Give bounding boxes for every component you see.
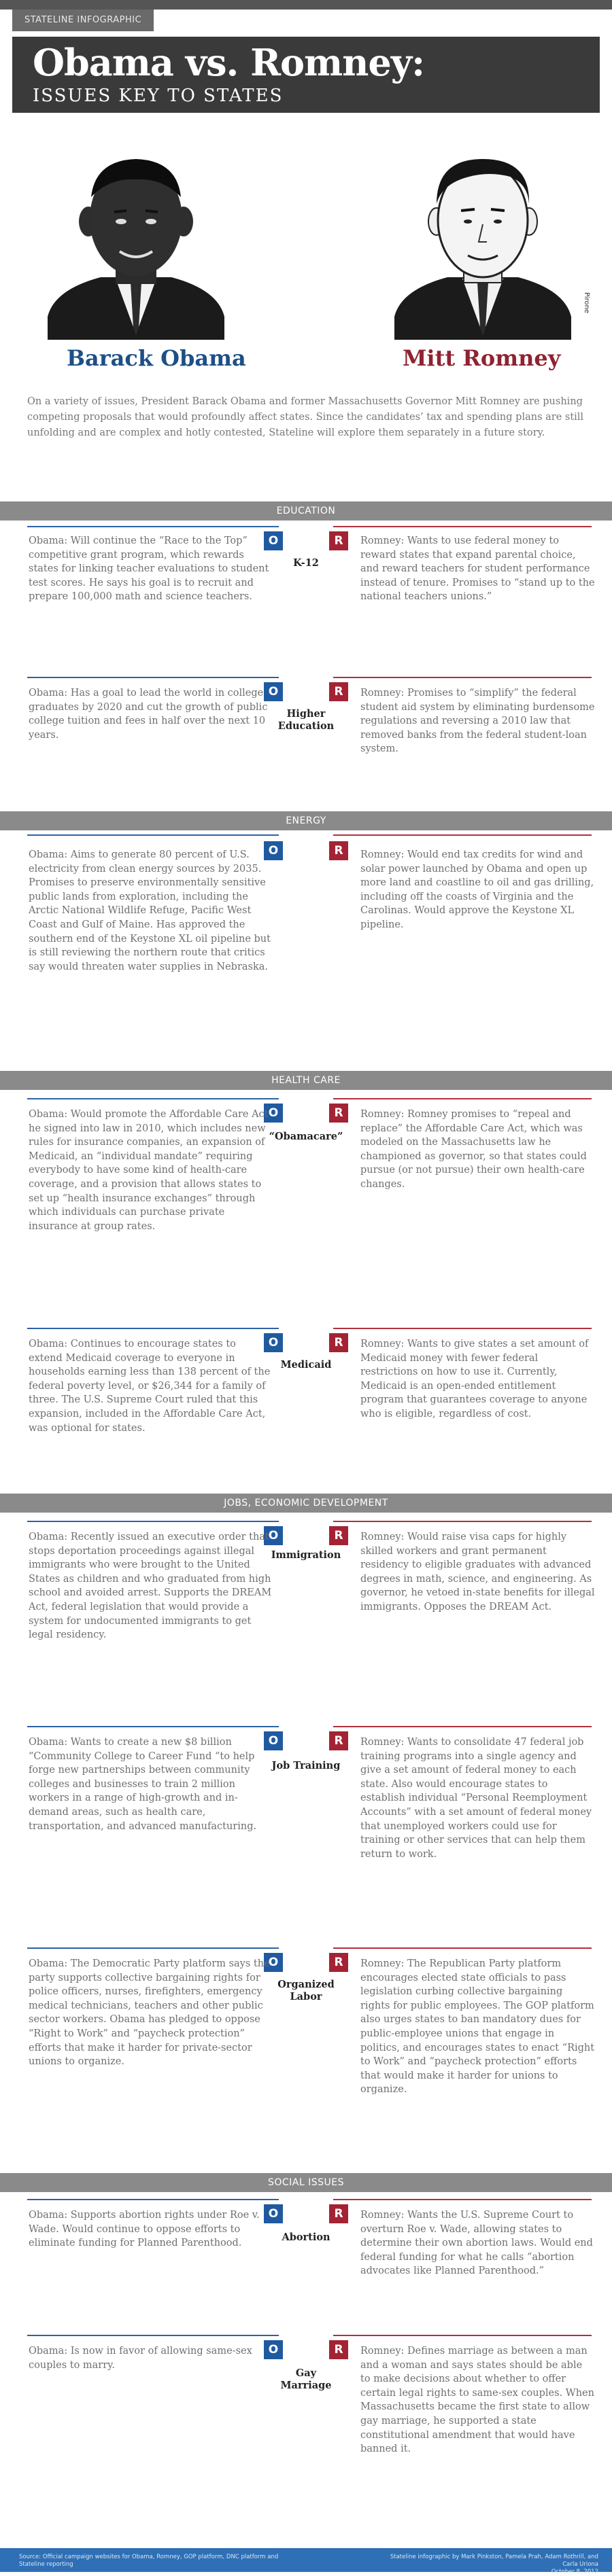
romney-rule (333, 1098, 592, 1099)
obama-badge: O (264, 531, 283, 550)
obama-rule (27, 834, 279, 836)
footer-source: Source: Official campaign websites for Obama, Romney, GOP platform, DNC platform and Stateline reporting (19, 2554, 279, 2568)
obama-rule (27, 1947, 279, 1949)
top-rule (0, 0, 612, 10)
title-box (12, 37, 600, 113)
page-subtitle: ISSUES KEY TO STATES (33, 86, 284, 106)
romney-badge: R (329, 1333, 348, 1352)
issue-label-immigration: Immigration (271, 1549, 341, 1561)
obama-rule (27, 2199, 279, 2200)
romney-immigration-text: Romney: Would raise visa caps for highly skilled workers and grant permanent residency to eligible graduates with advanced degrees in math, science, and engineering. As governor, he vetoed in-state benefits for illegal immigrants. Opposes the DREAM Act. (360, 1532, 595, 1612)
obama-badge: O (264, 841, 283, 860)
header (0, 0, 612, 116)
issue-label-k12: K-12 (293, 557, 319, 569)
footer-date: October 8, 2012 (551, 2569, 598, 2575)
obama-name: Barack Obama (67, 345, 246, 371)
obama-energy-text: Obama: Aims to generate 80 percent of U.S. electricity from clean energy sources by 2035. Promises to preserve environmentally sensitive public lands from exploration, including the Arctic National Wildlife Refuge, Pacific West Coast and Gulf of Maine. Has approved the southern end of the Keystone XL oil pipeline but is still reviewing the northern route that critics say would threaten water supplies in Nebraska. (29, 849, 271, 972)
section-jobs: JOBS, ECONOMIC DEVELOPMENT (0, 1494, 612, 1513)
footer (0, 2548, 612, 2575)
romney-name: Mitt Romney (403, 345, 561, 371)
obama-badge: O (264, 1731, 283, 1750)
issue-label-gay-marriage: Gay Marriage (280, 2367, 332, 2391)
infographic-tag: STATELINE INFOGRAPHIC (12, 10, 154, 31)
obama-rule (27, 1098, 279, 1099)
obama-gay-marriage-text: Obama: Is now in favor of allowing same-sex couples to marry. (29, 2346, 252, 2371)
romney-badge: R (329, 1104, 348, 1123)
romney-rule (333, 526, 592, 527)
issue-label-obamacare: “Obamacare” (269, 1131, 343, 1142)
issue-label-higher-education: Higher Education (277, 708, 335, 732)
obama-obamacare-text: Obama: Would promote the Affordable Care Act he signed into law in 2010, which includes new rules for insurance companies, an expansion of Medicaid, an “individual mandate” requiring everybody to have some kind of health-care coverage, and a provision that allows states to set up “health insurance exchanges” through which individuals can purchase private insurance at group rates. (29, 1109, 269, 1232)
romney-rule (333, 1521, 592, 1522)
romney-rule (333, 2199, 592, 2200)
romney-badge: R (329, 531, 348, 550)
obama-k12-text: Obama: Will continue the “Race to the Top” competitive grant program, which rewards states for linking teacher evaluations to student test scores. He says his goal is to recruit and prepare 100,000 math and science teachers. (29, 535, 269, 603)
romney-energy-text: Romney: Would end tax credits for wind and solar power launched by Obama and open up more land and coastline to oil and gas drilling, including off the coasts of Virginia and the Carolinas. Would approve the Keystone XL pipeline. (360, 849, 594, 930)
obama-immigration-text: Obama: Recently issued an executive order that stops deportation proceedings against illegal immigrants who were brought to the United States as children and who graduated from high school and avoided arrest. Supports the DREAM Act, federal legislation that would provide a system for undocumented immigrants to get legal residency. (29, 1532, 272, 1641)
romney-rule (333, 2335, 592, 2336)
obama-job-training-text: Obama: Wants to create a new $8 billion “Community College to Career Fund “to help forge new partnerships between community colleges and businesses to train 2 million workers in a range of high-growth and in-demand areas, such as health care, transportation, and advanced manufacturing. (29, 1737, 257, 1832)
section-education: EDUCATION (0, 501, 612, 521)
footer-credits: Stateline infographic by Mark Pinkston, Pamela Prah, Adam Rothrill, and Carla Uriona (390, 2554, 598, 2568)
obama-badge: O (264, 2204, 283, 2223)
romney-rule (333, 677, 592, 678)
romney-k12-text: Romney: Wants to use federal money to reward states that expand parental choice, and reward teachers for student performance instead of tenure. Promises to “stand up to the national teachers unions.” (360, 535, 595, 603)
romney-rule (333, 834, 592, 836)
romney-higher-ed-text: Romney: Promises to “simplify” the federal student aid system by eliminating burdensome regulations and reversing a 2010 law that removed banks from the federal student-loan system. (360, 688, 595, 755)
romney-abortion-text: Romney: Wants the U.S. Supreme Court to overturn Roe v. Wade, allowing states to determine their own abortion laws. Would end federal funding for what he calls “abortion advocates like Planned Parenthood.” (360, 2210, 593, 2277)
obama-medicaid-text: Obama: Continues to encourage states to extend Medicaid coverage to everyone in households earning less than 138 percent of the federal poverty level, or $26,344 for a family of three. The U.S. Supreme Court ruled that this expansion, included in the Affordable Care Act, was optional for states. (29, 1339, 271, 1434)
obama-abortion-text: Obama: Supports abortion rights under Roe v. Wade. Would continue to oppose efforts to eliminate funding for Planned Parenthood. (29, 2210, 260, 2249)
obama-rule (27, 1521, 279, 1522)
obama-badge: O (264, 682, 283, 701)
obama-rule (27, 526, 279, 527)
page-title: Obama vs. Romney: (33, 41, 425, 84)
obama-rule (27, 677, 279, 678)
footer-credits-block (381, 2554, 598, 2576)
obama-badge: O (264, 1953, 283, 1972)
portrait-credit: Pirone (583, 292, 590, 314)
romney-rule (333, 1726, 592, 1727)
obama-labor-text: Obama: The Democratic Party platform says the party supports collective bargaining rights for police officers, nurses, firefighters, emergency medical technicians, teachers and other public sector workers. Obama has pledged to oppose “Right to Work” and “paycheck protection” efforts that make it harder for private-sector unions to organize. (29, 1958, 270, 2068)
section-energy: ENERGY (0, 811, 612, 830)
section-social-issues: SOCIAL ISSUES (0, 2173, 612, 2192)
obama-portrait (48, 156, 224, 340)
obama-rule (27, 1726, 279, 1727)
issue-label-abortion: Abortion (282, 2231, 330, 2243)
obama-rule (27, 2335, 279, 2336)
intro-paragraph: On a variety of issues, President Barack Obama and former Massachusetts Governor Mitt Romney are pushing competing proposals that would profoundly affect states. Since the candidates’ tax and spending plans are still unfolding and are complex and hotly contested, Stateline will explore them separately in a future story. (27, 396, 584, 438)
romney-badge: R (329, 2204, 348, 2223)
romney-badge: R (329, 1731, 348, 1750)
romney-obamacare-text: Romney: Romney promises to “repeal and replace” the Affordable Care Act, which was modeled on the Massachusetts law he championed as governor, so that states could pursue (or not pursue) their own health-care changes. (360, 1109, 587, 1190)
obama-badge: O (264, 2340, 283, 2359)
section-health-care: HEALTH CARE (0, 1071, 612, 1090)
romney-medicaid-text: Romney: Wants to give states a set amount of Medicaid money with fewer federal restrictions on how to use it. Currently, Medicaid is an open-ended entitlement program that guarantees coverage to anyone who is eligible, regardless of cost. (360, 1339, 589, 1419)
romney-rule (333, 1328, 592, 1329)
romney-gay-marriage-text: Romney: Defines marriage as between a man and a woman and says states should be able to make decisions about whether to offer certain legal rights to same-sex couples. When Massachusetts became the first state to allow gay marriage, he supported a state constitutional amendment that would have banned it. (360, 2346, 594, 2455)
romney-rule (333, 1947, 592, 1949)
romney-badge: R (329, 1526, 348, 1545)
romney-labor-text: Romney: The Republican Party platform encourages elected state officials to pass legislation curbing collective bargaining rights for public employees. The GOP platform also urges states to ban mandatory dues for public-employee unions that engage in politics, and encourages states to enact “Right to Work” and “paycheck protection” efforts that would make it harder for unions to organize. (360, 1958, 595, 2096)
romney-badge: R (329, 841, 348, 860)
obama-badge: O (264, 1104, 283, 1123)
romney-badge: R (329, 1953, 348, 1972)
obama-badge: O (264, 1333, 283, 1352)
romney-badge: R (329, 682, 348, 701)
issue-label-organized-labor: Organized Labor (277, 1979, 335, 2002)
romney-portrait (394, 156, 571, 340)
issue-label-job-training: Job Training (271, 1760, 341, 1771)
romney-badge: R (329, 2340, 348, 2359)
obama-badge: O (264, 1526, 283, 1545)
obama-higher-ed-text: Obama: Has a goal to lead the world in college graduates by 2020 and cut the growth of public college tuition and fees in half over the next 10 years. (29, 688, 268, 741)
obama-rule (27, 1328, 279, 1329)
romney-job-training-text: Romney: Wants to consolidate 47 federal job training programs into a single agency and give a set amount of federal money to each state. Also would encourage states to establish individual “Personal Reemployment Accounts” with a set amount of federal money that unemployed workers could use for training or other services that can help them return to work. (360, 1737, 592, 1860)
issue-label-medicaid: Medicaid (280, 1359, 332, 1371)
